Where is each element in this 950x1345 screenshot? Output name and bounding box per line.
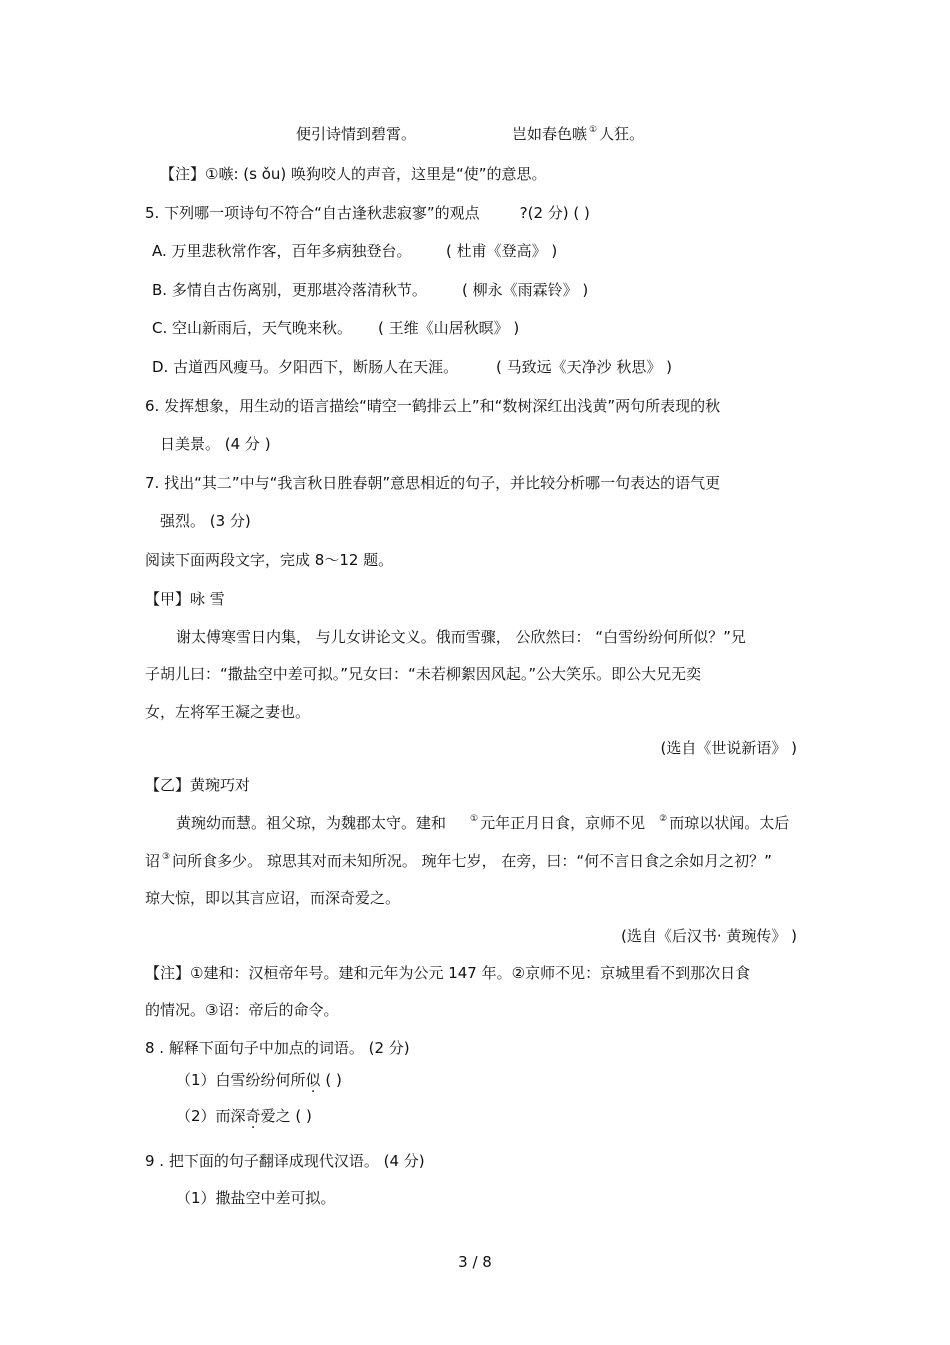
note-2-line-1: 【注】①建和：汉桓帝年号。建和元年为公元 147 年。②京师不见：京城里看不到那次日食 — [145, 964, 751, 982]
passage-yi-title: 【乙】黄琬巧对 — [145, 776, 251, 794]
q7-line-1: 7. 找出“其二”中与“我言秋日胜春朝”意思相近的句子，并比较分析哪一句表达的语气更 — [145, 474, 721, 492]
passage-yi-source: (选自《后汉书· 黄琬传》 ) — [620, 927, 797, 945]
q5-option-a-source: ( 杜甫《登高》 ) — [446, 242, 558, 260]
page-number: 3 / 8 — [458, 1253, 492, 1271]
passage-jia-line-1: 谢太傅寒雪日内集， 与儿女讲论文义。俄而雪骤， 公欣然曰： “白雪纷纷何所似？”兄 — [176, 628, 746, 646]
passage-jia-title: 【甲】咏 雪 — [145, 590, 225, 608]
q5-option-b-source: ( 柳永《雨霖铃》 ) — [462, 281, 589, 299]
q5-option-b: B. 多情自古伤离别，更那堪冷落清秋节。 — [152, 281, 427, 299]
passage-jia-line-2: 子胡儿曰：“撒盐空中差可拟。”兄女曰：“未若柳絮因风起。”公大笑乐。即公大兄无奕 — [145, 665, 702, 683]
q8-item-2: （2）而深奇爱之 ( ) — [176, 1107, 312, 1125]
q5-option-d-source: ( 马致远《天净沙 秋思》 ) — [496, 358, 673, 376]
passage-yi-line-3: 琼大惊，即以其言应诏，而深奇爱之。 — [145, 889, 401, 907]
poem-line-right: 岂如春色嗾 ① 人狂。 — [512, 125, 645, 143]
q5-option-c-source: ( 王维《山居秋暝》 ) — [378, 319, 520, 337]
dotted-word-2: 奇 — [245, 1107, 261, 1125]
q9-stem: 9 . 把下面的句子翻译成现代汉语。 (4 分) — [145, 1152, 425, 1170]
passage-jia-source: (选自《世说新语》 ) — [660, 739, 797, 757]
q9-item-1: （1）撒盐空中差可拟。 — [176, 1189, 336, 1207]
q5-option-c: C. 空山新雨后，天气晚来秋。 — [152, 319, 353, 337]
q8-stem: 8 . 解释下面句子中加点的词语。 (2 分) — [145, 1039, 410, 1057]
q6-line-2: 日美景。 (4 分 ) — [160, 435, 271, 453]
dotted-word-1: 似 — [305, 1071, 321, 1089]
passage-yi-line-1: 黄琬幼而慧。祖父琼，为魏郡太守。建和 ① 元年正月日食，京师不见 ② 而琼以状闻。太后 — [176, 814, 790, 832]
q7-line-2: 强烈。 (3 分) — [160, 512, 251, 530]
q5-option-a: A. 万里悲秋常作客，百年多病独登台。 — [152, 242, 412, 260]
poem-line-left: 便引诗情到碧霄。 — [296, 125, 417, 143]
q6-line-1: 6. 发挥想象，用生动的语言描绘“晴空一鹤排云上”和“数树深红出浅黄”两句所表现的秋 — [145, 397, 721, 415]
passage-jia-line-3: 女，左将军王凝之妻也。 — [145, 703, 311, 721]
note-2-line-2: 的情况。③诏：帝后的命令。 — [145, 1001, 339, 1019]
q5-option-d: D. 古道西风瘦马。夕阳西下，断肠人在天涯。 — [152, 358, 459, 376]
passage-yi-line-2: 诏 ③ 问所食多少。 琼思其对而未知所况。 琬年七岁， 在旁，曰：“何不言日食之余如月之初？” — [145, 852, 772, 870]
q5-stem: 5. 下列哪一项诗句不符合“自古逢秋悲寂寥”的观点 ?(2 分) ( ) — [145, 204, 590, 222]
q8-item-1: （1）白雪纷纷何所似 ( ) — [176, 1071, 342, 1089]
reading-intro: 阅读下面两段文字，完成 8～12 题。 — [145, 551, 394, 569]
note-1: 【注】①嗾: (s ǒu) 唤狗咬人的声音，这里是“使”的意思。 — [160, 165, 547, 183]
